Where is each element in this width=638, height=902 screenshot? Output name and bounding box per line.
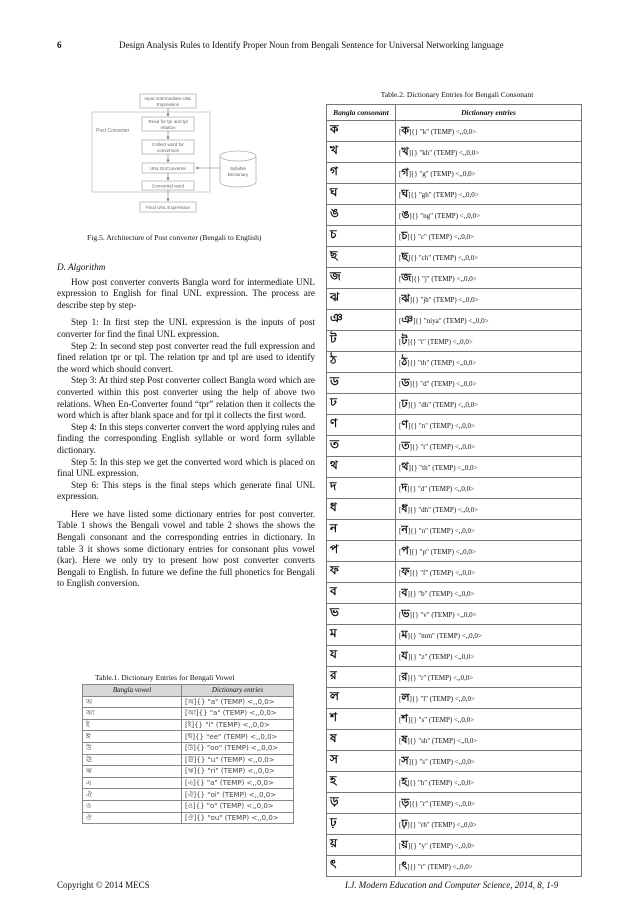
table-row — [327, 541, 582, 562]
vowel-cell: আ — [83, 708, 182, 720]
table-row — [327, 709, 582, 730]
entry-mapping: "jh" (TEMP) <,,0,0> — [420, 295, 479, 304]
entry-cell: [থ]{} "th" (TEMP) <,,0,0> — [396, 457, 582, 478]
node-collect-word — [142, 140, 194, 154]
entry-mapping: "th" (TEMP) <,,0,0> — [418, 358, 477, 367]
vowel-cell: এ — [83, 777, 182, 789]
table-row — [327, 457, 582, 478]
entry-glyph: ব — [401, 585, 408, 599]
consonant-cell: ঞ — [327, 310, 396, 331]
consonant-cell: দ — [327, 478, 396, 499]
vowel-cell: ঊ — [83, 754, 182, 766]
figure-caption: Fig.5. Architecture of Post converter (Bengali to English) — [87, 233, 262, 242]
consonant-cell: স — [327, 751, 396, 772]
consonant-cell: ঢ — [327, 394, 396, 415]
entry-glyph: ণ — [401, 417, 408, 431]
table-row — [327, 163, 582, 184]
entry-mapping: "d" (TEMP) <,,0,0> — [420, 379, 477, 388]
entry-cell: [উ]{} "oo" (TEMP) <,,0,0> — [182, 742, 294, 754]
consonant-cell: হ — [327, 772, 396, 793]
entry-glyph: শ — [401, 711, 408, 725]
entry-cell: [ব]{} "b" (TEMP) <,,0,0> — [396, 583, 582, 604]
entry-mapping: "n" (TEMP) <,,0,0> — [418, 421, 476, 430]
consonant-cell: ক — [327, 121, 396, 142]
node-converted-word — [142, 181, 194, 190]
svg-text:Syllable: Syllable — [229, 166, 247, 171]
entry-mapping: "z" (TEMP) <,,0,0> — [418, 652, 475, 661]
footer-copyright: Copyright © 2014 MECS — [57, 880, 150, 890]
entry-glyph: গ — [401, 165, 409, 179]
entry-cell: [ই]{} "i" (TEMP) <,,0,0> — [182, 719, 294, 731]
entry-mapping: "v" (TEMP) <,,0,0> — [420, 610, 477, 619]
table-row — [83, 777, 294, 789]
entry-glyph: ঘ — [401, 186, 409, 200]
entry-mapping: "g" (TEMP) <,,0,0> — [419, 169, 476, 178]
consonant-cell: ধ — [327, 499, 396, 520]
table-row — [327, 814, 582, 835]
entry-glyph: ভ — [401, 606, 410, 620]
table-row — [327, 289, 582, 310]
table1-header-entries: Dictionary entries — [182, 685, 294, 697]
svg-text:Dictionary: Dictionary — [227, 172, 249, 177]
entry-mapping: "y" (TEMP) <,,0,0> — [418, 841, 475, 850]
consonant-cell: ঝ — [327, 289, 396, 310]
entry-cell: [স]{} "s" (TEMP) <,,0,0> — [396, 751, 582, 772]
table-row — [83, 812, 294, 824]
entry-glyph: য় — [401, 837, 408, 851]
svg-text:conversion: conversion — [156, 148, 180, 153]
entry-cell: [ৎ]{} "t" (TEMP) <,,0,0> — [396, 856, 582, 877]
svg-text:Expression: Expression — [156, 102, 180, 107]
node-unl-enconverter — [142, 163, 194, 173]
table-row — [83, 800, 294, 812]
entry-cell: [ঊ]{} "u" (TEMP) <,,0,0> — [182, 754, 294, 766]
entry-cell: [গ]{} "g" (TEMP) <,,0,0> — [396, 163, 582, 184]
entry-mapping: "l" (TEMP) <,,0,0> — [420, 694, 475, 703]
table-row — [327, 625, 582, 646]
entry-cell: [প]{} "p" (TEMP) <,,0,0> — [396, 541, 582, 562]
vowel-cell: ই — [83, 719, 182, 731]
consonant-cell: ঠ — [327, 352, 396, 373]
table-row — [327, 520, 582, 541]
table-row — [327, 646, 582, 667]
entry-glyph: ঙ — [401, 207, 410, 221]
table-row — [327, 268, 582, 289]
entry-cell: [য়]{} "y" (TEMP) <,,0,0> — [396, 835, 582, 856]
entry-cell: [হ]{} "h" (TEMP) <,,0,0> — [396, 772, 582, 793]
entry-cell: [ঠ]{} "th" (TEMP) <,,0,0> — [396, 352, 582, 373]
entry-mapping: "j" (TEMP) <,,0,0> — [422, 274, 477, 283]
group-label: Post Converter — [96, 128, 130, 134]
entry-cell: [খ]{} "kh" (TEMP) <,,0,0> — [396, 142, 582, 163]
entry-mapping: "ch" (TEMP) <,,0,0> — [418, 253, 479, 262]
node-input — [140, 94, 196, 108]
table-row — [327, 184, 582, 205]
entry-cell: [আ]{} "a" (TEMP) <,,0,0> — [182, 708, 294, 720]
table-row — [327, 121, 582, 142]
vowel-cell: ঈ — [83, 731, 182, 743]
consonant-cell: শ — [327, 709, 396, 730]
entry-mapping: "h" (TEMP) <,,0,0> — [417, 778, 475, 787]
consonant-cell: য — [327, 646, 396, 667]
table-row — [83, 766, 294, 778]
table-row — [83, 719, 294, 731]
table-row — [327, 604, 582, 625]
entry-cell: [ণ]{} "n" (TEMP) <,,0,0> — [396, 415, 582, 436]
entry-cell: [ক]{} "k" (TEMP) <,,0,0> — [396, 121, 582, 142]
entry-mapping: "dh" (TEMP) <,,0,0> — [418, 505, 479, 514]
table-row — [327, 247, 582, 268]
entry-mapping: "sh" (TEMP) <,,0,0> — [418, 736, 478, 745]
entry-mapping: "r" (TEMP) <,,0,0> — [420, 799, 476, 808]
table-row — [327, 373, 582, 394]
entry-glyph: চ — [401, 228, 408, 242]
entry-cell: [ত]{} "t" (TEMP) <,,0,0> — [396, 436, 582, 457]
table-row — [327, 856, 582, 877]
running-title: Design Analysis Rules to Identify Proper Noun from Bengali Sentence for Universal Networking language — [119, 40, 504, 50]
entry-glyph: ছ — [401, 249, 409, 263]
svg-text:Converted word: Converted word — [151, 183, 185, 189]
entry-cell: [ষ]{} "sh" (TEMP) <,,0,0> — [396, 730, 582, 751]
entry-cell: [ও]{} "o" (TEMP) <,,0,0> — [182, 800, 294, 812]
entry-cell: [ঢ]{} "dh" (TEMP) <,,0,0> — [396, 394, 582, 415]
entry-cell: [য]{} "z" (TEMP) <,,0,0> — [396, 646, 582, 667]
svg-text:Read for tpr and tpl: Read for tpr and tpl — [148, 119, 188, 124]
entry-cell: [ট]{} "t" (TEMP) <,,0,0> — [396, 331, 582, 352]
entry-cell: [ঢ়]{} "rh" (TEMP) <,,0,0> — [396, 814, 582, 835]
step-2: Step 2: In second step post converter read the full expression and fined relation tpr or tpl. The relation tpr and tpl are used to identify the word which should convert. — [57, 340, 315, 374]
entry-cell: [ঘ]{} "gh" (TEMP) <,,0,0> — [396, 184, 582, 205]
consonant-cell: থ — [327, 457, 396, 478]
vowel-table — [82, 684, 294, 824]
entry-glyph: ঢ় — [401, 816, 408, 830]
entry-cell: [ম]{} "mm" (TEMP) <,,0,0> — [396, 625, 582, 646]
table-row — [327, 394, 582, 415]
consonant-cell: ণ — [327, 415, 396, 436]
vowel-cell: উ — [83, 742, 182, 754]
entry-glyph: র — [401, 669, 408, 683]
entry-glyph: ধ — [401, 501, 408, 515]
table-row — [83, 708, 294, 720]
vowel-cell: ঋ — [83, 766, 182, 778]
entry-glyph: ন — [401, 522, 408, 536]
entry-cell: [শ]{} "s" (TEMP) <,,0,0> — [396, 709, 582, 730]
entry-cell: [ঙ]{} "ng" (TEMP) <,,0,0> — [396, 205, 582, 226]
table-row — [327, 478, 582, 499]
table-row — [327, 499, 582, 520]
consonant-cell: ঙ — [327, 205, 396, 226]
entry-glyph: ষ — [401, 732, 408, 746]
consonant-cell: ছ — [327, 247, 396, 268]
table-row — [327, 688, 582, 709]
entry-cell: [ঞ]{} "niya" (TEMP) <,,0,0> — [396, 310, 582, 331]
entry-mapping: "ng" (TEMP) <,,0,0> — [420, 211, 480, 220]
table-row — [83, 754, 294, 766]
consonant-cell: ন — [327, 520, 396, 541]
svg-text:Collect word for: Collect word for — [152, 142, 184, 147]
svg-text:UNL EnConverter: UNL EnConverter — [149, 166, 187, 171]
table-row — [83, 696, 294, 708]
table-row — [83, 742, 294, 754]
consonant-cell: ব — [327, 583, 396, 604]
entry-glyph: ঞ — [401, 312, 413, 326]
entry-mapping: "th" (TEMP) <,,0,0> — [419, 463, 478, 472]
entry-cell: [ধ]{} "dh" (TEMP) <,,0,0> — [396, 499, 582, 520]
table-row — [327, 751, 582, 772]
entry-glyph: য — [401, 648, 408, 662]
consonant-cell: র — [327, 667, 396, 688]
table-row — [327, 562, 582, 583]
table-row — [327, 310, 582, 331]
entry-cell: [ভ]{} "v" (TEMP) <,,0,0> — [396, 604, 582, 625]
entry-cell: [ড়]{} "r" (TEMP) <,,0,0> — [396, 793, 582, 814]
table2-header-consonant: Bangla consonant — [327, 105, 396, 121]
entry-glyph: খ — [401, 144, 409, 158]
entry-cell: [ঋ]{} "ri" (TEMP) <,,0,0> — [182, 766, 294, 778]
entry-cell: [র]{} "r" (TEMP) <,,0,0> — [396, 667, 582, 688]
syllable-dictionary-cylinder — [220, 151, 256, 187]
entry-cell: [এ]{} "a" (TEMP) <,,0,0> — [182, 777, 294, 789]
entry-mapping: "n" (TEMP) <,,0,0> — [418, 526, 475, 535]
table-row — [327, 667, 582, 688]
entry-mapping: "p" (TEMP) <,,0,0> — [419, 547, 476, 556]
entry-mapping: "t" (TEMP) <,,0,0> — [420, 442, 476, 451]
entry-glyph: ফ — [401, 564, 410, 578]
entry-glyph: ঠ — [401, 354, 408, 368]
entry-cell: [ফ]{} "f" (TEMP) <,,0,0> — [396, 562, 582, 583]
svg-text:Input intermediate UNL: Input intermediate UNL — [144, 96, 192, 101]
table-row — [327, 352, 582, 373]
table-row — [327, 142, 582, 163]
entry-mapping: "k" (TEMP) <,,0,0> — [419, 127, 477, 136]
entry-mapping: "b" (TEMP) <,,0,0> — [418, 589, 475, 598]
entry-mapping: "mm" (TEMP) <,,0,0> — [418, 631, 482, 640]
consonant-cell: ৎ — [327, 856, 396, 877]
entry-mapping: "s" (TEMP) <,,0,0> — [419, 757, 475, 766]
entry-glyph: ল — [401, 690, 410, 704]
node-final-unl — [140, 202, 196, 212]
table-row — [327, 226, 582, 247]
entry-cell: [ঔ]{} "ou" (TEMP) <,,0,0> — [182, 812, 294, 824]
table2-caption: Table.2. Dictionary Entries for Bengali Consonant — [380, 90, 534, 99]
vowel-cell: ও — [83, 800, 182, 812]
entry-glyph: ত — [401, 438, 410, 452]
svg-text:relation: relation — [160, 125, 176, 130]
algorithm-section — [57, 262, 315, 590]
entry-cell: [ল]{} "l" (TEMP) <,,0,0> — [396, 688, 582, 709]
entry-glyph: প — [401, 543, 409, 557]
table1-caption: Table.1. Dictionary Entries for Bengali Vowel — [95, 673, 235, 682]
table-row — [327, 415, 582, 436]
entry-glyph: ড — [401, 375, 410, 389]
entry-cell: [ঈ]{} "ee" (TEMP) <,,0,0> — [182, 731, 294, 743]
page-number: 6 — [57, 40, 62, 50]
consonant-cell: চ — [327, 226, 396, 247]
consonant-cell: ড — [327, 373, 396, 394]
entry-mapping: "kh" (TEMP) <,,0,0> — [419, 148, 480, 157]
entry-mapping: "f" (TEMP) <,,0,0> — [420, 568, 476, 577]
consonant-cell: ল — [327, 688, 396, 709]
consonant-cell: খ — [327, 142, 396, 163]
post-converter-diagram — [90, 90, 265, 225]
entry-mapping: "gh" (TEMP) <,,0,0> — [418, 190, 479, 199]
consonant-cell: জ — [327, 268, 396, 289]
consonant-cell: প — [327, 541, 396, 562]
entry-glyph: ঝ — [401, 291, 410, 305]
footer-journal: I.J. Modern Education and Computer Science, 2014, 8, 1-9 — [345, 880, 559, 890]
entry-glyph: দ — [401, 480, 408, 494]
consonant-cell: ষ — [327, 730, 396, 751]
table-row — [327, 583, 582, 604]
entry-cell: [দ]{} "d" (TEMP) <,,0,0> — [396, 478, 582, 499]
entry-mapping: "rh" (TEMP) <,,0,0> — [418, 820, 477, 829]
table-row — [83, 789, 294, 801]
vowel-cell: ঔ — [83, 812, 182, 824]
node-read-relation — [142, 117, 194, 131]
entry-mapping: "dh" (TEMP) <,,0,0> — [418, 400, 479, 409]
section-title: D. Algorithm — [57, 262, 106, 272]
consonant-cell: ভ — [327, 604, 396, 625]
entry-mapping: "s" (TEMP) <,,0,0> — [418, 715, 475, 724]
entry-cell: [ড]{} "d" (TEMP) <,,0,0> — [396, 373, 582, 394]
table1-header-vowel: Bangla vowel — [83, 685, 182, 697]
entry-cell: [ছ]{} "ch" (TEMP) <,,0,0> — [396, 247, 582, 268]
step-3: Step 3: At third step Post converter collect Bangla word which are converted within this post converter using the help of above two relations. When En-Converter found “tpr” relation then it collects the word which is after blank space and for tpl it collects the first word. — [57, 375, 315, 421]
step-6: Step 6: This steps is the final steps which generate final UNL expression. — [57, 479, 315, 502]
entry-cell: [ন]{} "n" (TEMP) <,,0,0> — [396, 520, 582, 541]
consonant-cell: ঢ় — [327, 814, 396, 835]
entry-cell: [চ]{} "c" (TEMP) <,,0,0> — [396, 226, 582, 247]
svg-text:Final UNL Expression: Final UNL Expression — [145, 205, 191, 210]
vowel-cell: অ — [83, 696, 182, 708]
consonant-cell: ড় — [327, 793, 396, 814]
table-row — [327, 730, 582, 751]
entry-mapping: "niya" (TEMP) <,,0,0> — [423, 316, 489, 325]
consonant-cell: য় — [327, 835, 396, 856]
table2-header-entries: Dictionary entries — [396, 105, 582, 121]
entry-glyph: স — [401, 753, 409, 767]
table-row — [327, 793, 582, 814]
entry-glyph: ক — [401, 123, 410, 137]
consonant-table — [326, 104, 582, 877]
entry-glyph: হ — [401, 774, 408, 788]
table-row — [327, 436, 582, 457]
consonant-cell: ত — [327, 436, 396, 457]
entry-cell: [ঐ]{} "oi" (TEMP) <,,0,0> — [182, 789, 294, 801]
consonant-cell: গ — [327, 163, 396, 184]
entry-mapping: "d" (TEMP) <,,0,0> — [417, 484, 475, 493]
entry-glyph: ঢ — [401, 396, 408, 410]
vowel-cell: ঐ — [83, 789, 182, 801]
algorithm-intro: How post converter converts Bangla word for intermediate UNL expression to English for final UNL expression. The process are describe step by step- — [57, 276, 315, 310]
entry-glyph: ৎ — [401, 858, 408, 872]
table-row — [327, 772, 582, 793]
entry-mapping: "t" (TEMP) <,,0,0> — [418, 862, 473, 871]
post-converter-figure — [90, 90, 265, 225]
table-row — [327, 835, 582, 856]
entry-mapping: "c" (TEMP) <,,0,0> — [418, 232, 474, 241]
entry-cell: [ঝ]{} "jh" (TEMP) <,,0,0> — [396, 289, 582, 310]
entry-glyph: ট — [401, 333, 408, 347]
entry-cell: [অ]{} "a" (TEMP) <,,0,0> — [182, 696, 294, 708]
entry-mapping: "r" (TEMP) <,,0,0> — [418, 673, 474, 682]
consonant-cell: ফ — [327, 562, 396, 583]
step-1: Step 1: In first step the UNL expression is the inputs of post converter for find the final UNL expression. — [57, 317, 315, 339]
entry-glyph: জ — [401, 270, 412, 284]
step-4: Step 4: In this steps converter convert the word applying rules and finding the corresponding English syllable or word form syllable dictionary. — [57, 421, 315, 455]
step-5: Step 5: In this step we get the converted word which is placed on final UNL expression. — [57, 456, 315, 479]
entry-mapping: "t" (TEMP) <,,0,0> — [418, 337, 473, 346]
table-row — [83, 731, 294, 743]
entry-glyph: থ — [401, 459, 409, 473]
consonant-cell: ট — [327, 331, 396, 352]
entry-cell: [জ]{} "j" (TEMP) <,,0,0> — [396, 268, 582, 289]
consonant-cell: ঘ — [327, 184, 396, 205]
consonant-cell: ম — [327, 625, 396, 646]
table-row — [327, 205, 582, 226]
closing-paragraph: Here we have listed some dictionary entries for post converter. Table 1 shows the Bengali vowel and table 2 shows the shows the Bengali consonant and the corresponding entries in dictionary. In table 3 it shows some dictionary entries for consonant plus vowel (kar). Here we only try to present how post converter converts Bengali to English. In future we define the full phonetics for Bengali to English conversion. — [57, 508, 315, 589]
table-row — [327, 331, 582, 352]
entry-glyph: ম — [401, 627, 408, 641]
entry-glyph: ড় — [401, 795, 410, 809]
